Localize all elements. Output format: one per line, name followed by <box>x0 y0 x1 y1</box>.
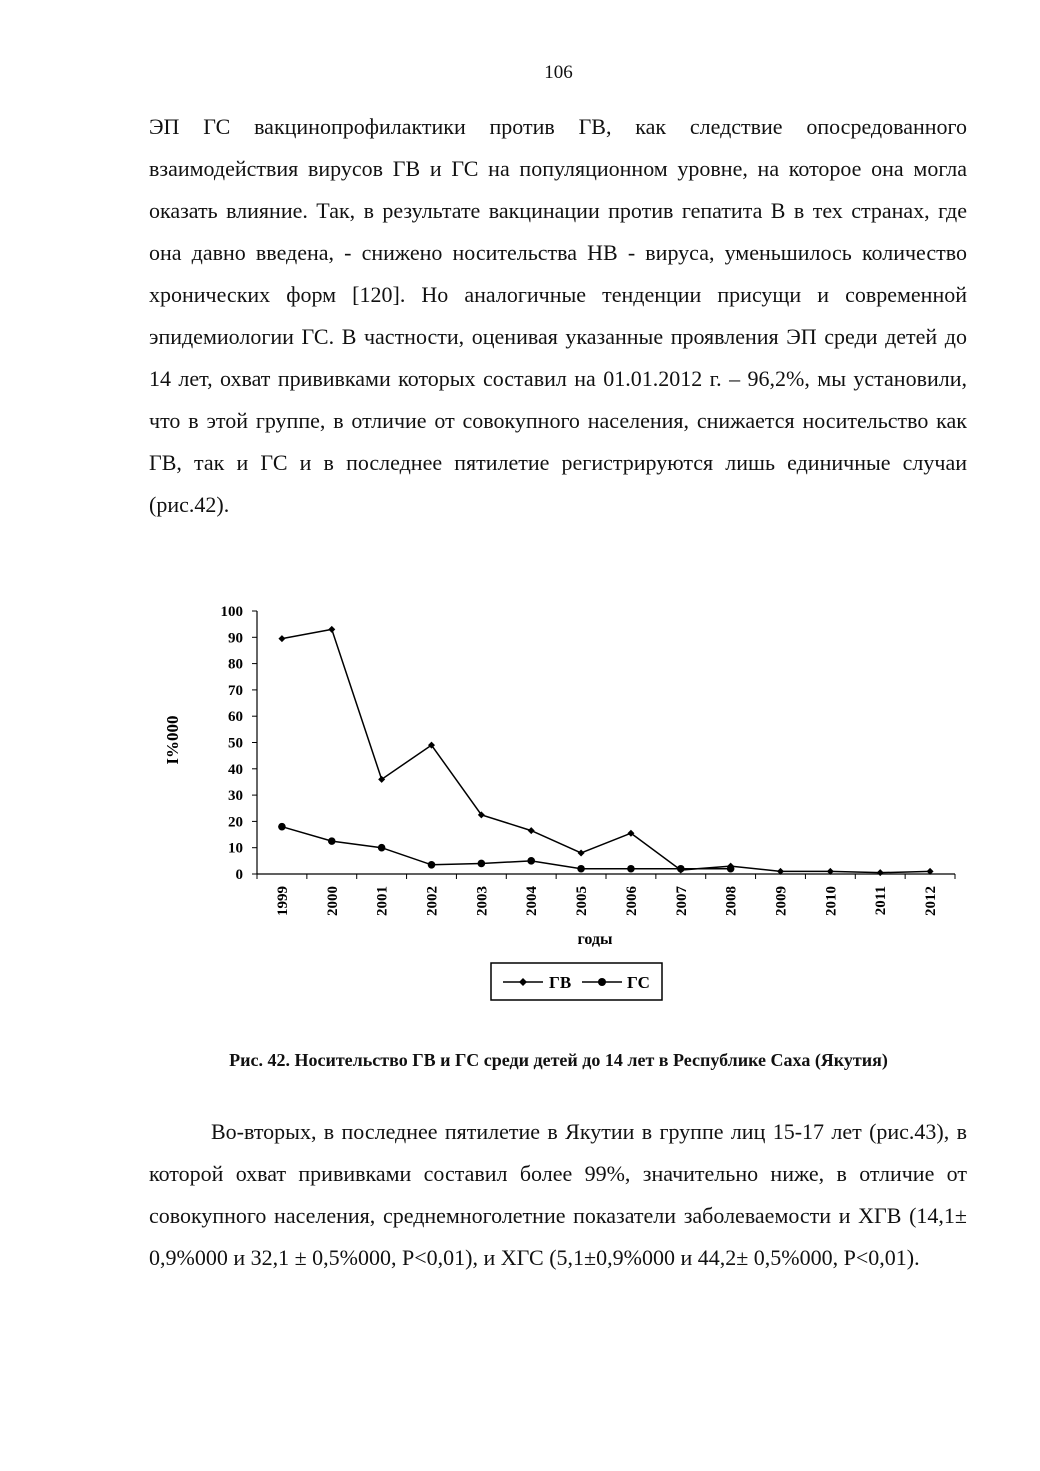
data-point-gs <box>478 860 486 868</box>
x-tick-label: 2004 <box>524 886 541 916</box>
data-point-gs <box>527 857 535 865</box>
data-point-gs <box>378 844 386 852</box>
x-tick-label: 2002 <box>424 886 441 916</box>
paragraph-1: ЭП ГС вакцинопрофилактики против ГВ, как следствие опосредованного взаимодействия вирусов ГВ и ГС на популяционном уровне, на которое она могла оказать влияние. Так, в результате вакцинации против гепатита В в тех странах, где она давно введена, - снижено носительства НВ - вируса, уменьшилось количество хронических форм [120]. Но аналогичные тенденции присущи и современной эпидемиологии ГС. В частности, оценивая указанные проявления ЭП среди детей до 14 лет, охват прививками которых составил на 01.01.2012 г. – 96,2%, мы установили, что в этой группе, в отличие от совокупного населения, снижается носительство как ГВ, так и ГС и в последнее пятилетие регистрируются лишь единичные случаи (рис.42). <box>149 114 967 517</box>
legend <box>491 963 662 1000</box>
y-tick-label: 30 <box>228 788 243 805</box>
y-tick-label: 80 <box>228 656 243 673</box>
x-tick-label: 2008 <box>723 886 740 916</box>
y-tick-label: 50 <box>228 735 243 752</box>
x-tick-label: 2010 <box>823 886 840 916</box>
y-tick-label: 10 <box>228 840 243 857</box>
data-point-gs <box>278 823 286 831</box>
x-tick-label: 2000 <box>324 886 341 916</box>
y-tick-label: 70 <box>228 682 243 699</box>
y-axis-label: I%000 <box>163 715 182 765</box>
x-tick-label: 2007 <box>673 886 690 916</box>
figure-caption: Рис. 42. Носительство ГВ и ГС среди детей до 14 лет в Республике Саха (Якутия) <box>229 1050 888 1070</box>
data-point-gs <box>727 865 735 873</box>
x-tick-label: 2009 <box>773 886 790 916</box>
data-point-gs <box>677 865 685 873</box>
x-tick-label: 2012 <box>923 886 940 916</box>
data-point-gv <box>328 626 335 633</box>
series-line-gs <box>282 827 731 869</box>
data-point-gv <box>877 869 884 876</box>
data-point-gv <box>278 635 285 642</box>
legend-gs-label: ГС <box>627 973 650 992</box>
y-tick-label: 60 <box>228 709 243 726</box>
x-tick-label: 2005 <box>574 886 591 916</box>
paragraph-2: Во-вторых, в последнее пятилетие в Якутии в группе лиц 15-17 лет (рис.43), в которой охват прививками составил более 99%, значительно ниже, в отличие от совокупного населения, среднемноголетние показатели заболеваемости и ХГВ (14,1± 0,9%000 и 32,1 ± 0,5%000, P<0,01), и ХГС (5,1±0,9%000 и 44,2± 0,5%000, P<0,01). <box>149 1119 967 1270</box>
line-chart <box>150 595 970 1015</box>
plot-area <box>221 604 956 916</box>
x-tick-label: 2003 <box>474 886 491 916</box>
y-tick-label: 20 <box>228 814 243 831</box>
legend-gs-marker <box>598 978 606 986</box>
data-point-gs <box>328 837 336 845</box>
y-tick-label: 90 <box>228 630 243 647</box>
legend-gv-label: ГВ <box>549 973 572 992</box>
data-point-gs <box>627 865 635 873</box>
page-number: 106 <box>544 62 573 83</box>
y-tick-label: 0 <box>235 867 243 883</box>
data-point-gv <box>578 849 585 856</box>
y-tick-label: 100 <box>220 604 243 620</box>
x-tick-label: 2006 <box>623 886 640 916</box>
y-tick-label: 40 <box>228 761 243 778</box>
x-axis-label: годы <box>577 931 613 948</box>
x-tick-label: 2011 <box>873 886 890 916</box>
data-point-gs <box>428 861 436 869</box>
data-point-gs <box>577 865 585 873</box>
x-tick-label: 2001 <box>374 886 391 916</box>
chart-svg <box>150 595 970 1015</box>
data-point-gv <box>528 827 535 834</box>
x-tick-label: 1999 <box>274 886 291 916</box>
series-line-gv <box>282 629 930 872</box>
